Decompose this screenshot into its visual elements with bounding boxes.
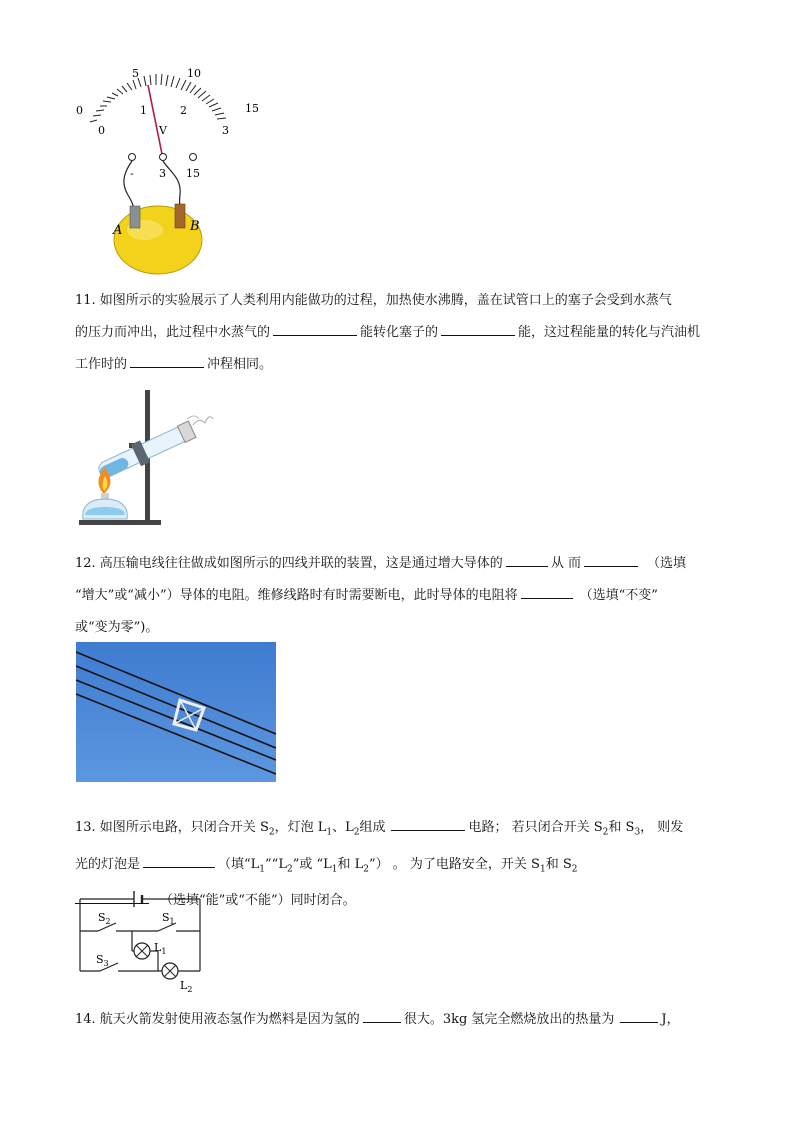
test-tube-heating-figure: [75, 385, 215, 530]
q13-text: 、L: [332, 820, 354, 835]
answer-blank[interactable]: [143, 853, 215, 868]
q13-text: ”或 “L: [292, 856, 332, 872]
label-l2: $L_2$: [180, 979, 193, 994]
label-l1: $L_1$: [154, 941, 167, 956]
answer-blank[interactable]: [521, 584, 573, 599]
q13-text: ”） 。 为了电路安全，开关 S: [369, 856, 540, 872]
terminal-3: [160, 154, 167, 161]
q13-text: 和 S: [545, 856, 572, 872]
inner-scale-3: 3: [222, 124, 229, 137]
q13-sub: 1: [259, 864, 266, 875]
q13-text: 光的灯泡是: [75, 856, 141, 872]
lemon: [114, 206, 202, 274]
q13-sub: 1: [326, 827, 333, 838]
terminal-15-label: 15: [186, 167, 200, 180]
circuit-diagram: [76, 885, 206, 995]
label-s1: $S_1$: [162, 911, 175, 926]
label-s3: $S_3$: [96, 953, 109, 968]
q13-text: 组成: [359, 820, 386, 835]
label-a: A: [113, 223, 123, 238]
lamp-l1: [134, 943, 150, 959]
q13-text: 和 L: [337, 856, 364, 872]
q13-text: 和 S: [608, 820, 635, 835]
q14-text: 很大。3kg 氢完全燃烧放出的热量为: [403, 1012, 615, 1027]
q11-line3a: 工作时的: [75, 357, 128, 372]
q13-text: ”“L: [265, 856, 287, 872]
q13-sub: 2: [268, 827, 275, 838]
q11-line2c: 能，这过程能量的转化与汽油机: [518, 325, 701, 340]
unit-label: V: [159, 124, 167, 137]
lamp-l2: [162, 963, 178, 979]
q13-sub: 2: [363, 864, 369, 875]
answer-blank[interactable]: [130, 353, 204, 368]
q13-sub: 2: [571, 864, 578, 875]
q13-text: ， 则发: [640, 820, 684, 835]
q12-line1b: 从 而: [550, 556, 581, 571]
q14-text: 14. 航天火箭发射使用液态氢作为燃料是因为氢的: [75, 1012, 360, 1027]
inner-scale-0: 0: [98, 124, 105, 137]
power-line-photo: [76, 642, 276, 782]
q13-sub: 2: [602, 827, 609, 838]
q13-text: （填“L: [218, 856, 260, 872]
q12-line2a: “增大”或“减小”）导体的电阻。维修线路时有时需要断电，此时导体的电阻将: [75, 588, 518, 603]
q13-text: 13. 如图所示电路，只闭合开关 S: [75, 820, 269, 835]
q11-line2b: 能转化塞子的: [360, 325, 439, 340]
voltmeter-needle: [148, 85, 162, 154]
question-12: [75, 548, 725, 644]
terminal-negative: [129, 154, 136, 161]
question-11: [75, 285, 725, 381]
label-s2: $S_2$: [98, 911, 111, 926]
outer-scale-15: 15: [245, 102, 259, 115]
q13-sub: 3: [634, 827, 641, 838]
q13-text: （选填“能”或“不能”）同时闭合。: [160, 893, 356, 909]
q13-text: 电路； 若只闭合开关 S: [468, 820, 603, 835]
q11-line3b: 冲程相同。: [207, 357, 273, 372]
electrode-a: [130, 206, 140, 228]
q12-line3: 或“变为零”)。: [75, 620, 159, 635]
outer-scale-5: 5: [132, 67, 139, 80]
answer-blank[interactable]: [506, 552, 548, 567]
q13-sub: 1: [331, 864, 338, 875]
q12-line1a: 12. 高压输电线往往做成如图所示的四线并联的装置，这是通过增大导体的: [75, 556, 503, 571]
answer-blank[interactable]: [363, 1008, 401, 1023]
answer-blank[interactable]: [391, 816, 465, 831]
q13-sub: 1: [539, 864, 546, 875]
terminal-15: [190, 154, 197, 161]
answer-blank[interactable]: [584, 552, 638, 567]
answer-blank[interactable]: [273, 321, 357, 336]
q12-line1c: （选填: [646, 556, 686, 571]
question-14: [75, 1004, 725, 1036]
terminal-negative-label: -: [130, 167, 134, 180]
q12-line2b: （选填“不变”: [579, 588, 658, 603]
inner-scale-2: 2: [180, 104, 187, 117]
outer-scale-10: 10: [187, 67, 201, 80]
q13-sub: 2: [286, 864, 293, 875]
label-b: B: [190, 219, 200, 234]
answer-blank[interactable]: [441, 321, 515, 336]
q14-text: J，: [661, 1012, 680, 1027]
voltmeter-lemon-figure: [70, 60, 270, 280]
inner-scale-1: 1: [140, 104, 147, 117]
q11-line2a: 的压力而冲出，此过程中水蒸气的: [75, 325, 271, 340]
q13-text: ，灯泡 L: [274, 820, 327, 835]
q13-sub: 2: [353, 827, 360, 838]
electrode-b: [175, 204, 185, 228]
outer-scale-0: 0: [76, 104, 83, 117]
terminal-3-label: 3: [159, 167, 166, 180]
answer-blank[interactable]: [620, 1008, 658, 1023]
q11-line1: 11. 如图所示的实验展示了人类利用内能做功的过程，加热使水沸腾，盖在试管口上的塞子会受到水蒸气: [75, 293, 672, 308]
